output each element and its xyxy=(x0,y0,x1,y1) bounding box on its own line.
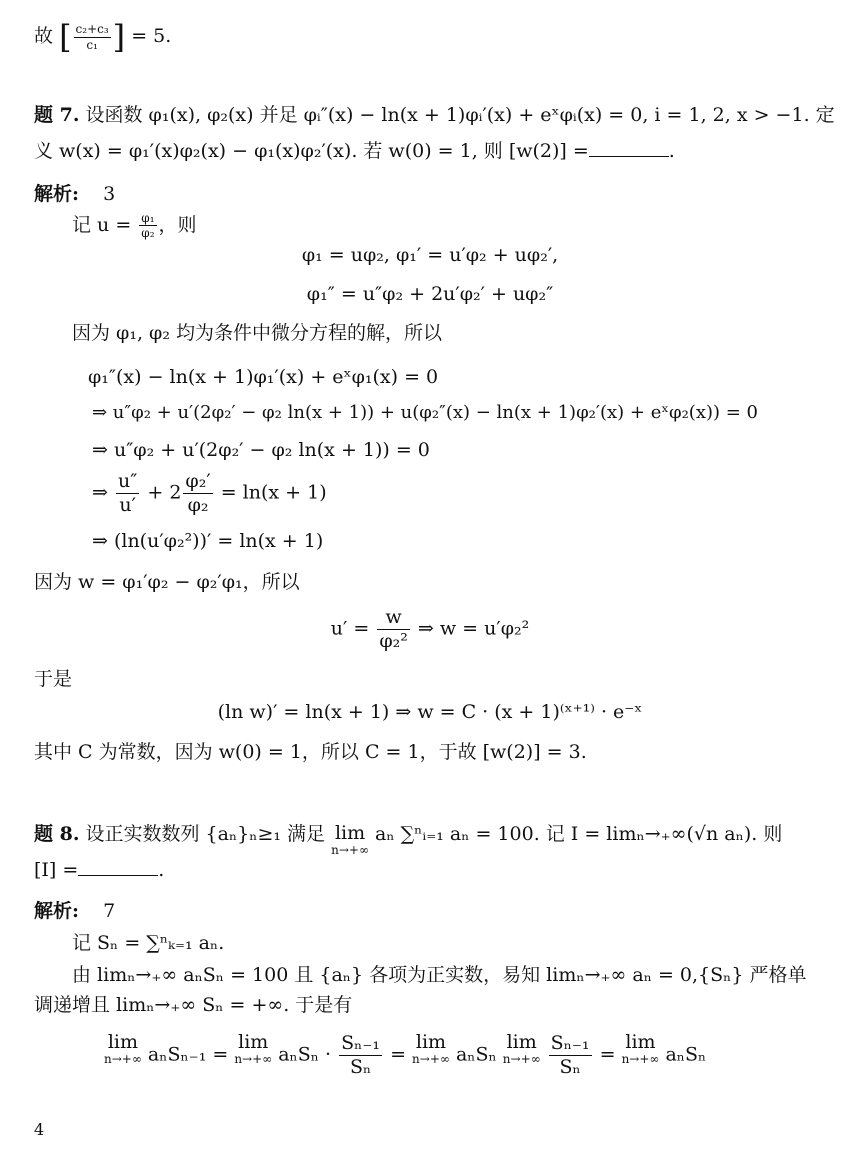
q8-label: 题 8. xyxy=(34,823,80,845)
eq-equals-1: = xyxy=(390,1043,406,1066)
lim-5-word: lim xyxy=(625,1031,656,1053)
derivation-line-2: ⇒ u″φ₂ + u′(2φ₂′ − φ₂ ln(x + 1)) + u(φ₂″(x) − ln(x + 1)φ₂′(x) + eˣφ₂(x)) = 0 xyxy=(92,402,758,423)
sol7-eq2: φ₁″ = u″φ₂ + 2u′φ₂′ + uφ₂″ xyxy=(306,283,554,305)
sol7-conclusion: 其中 C 为常数，因为 w(0) = 1，所以 C = 1，于故 [w(2)] = 3. xyxy=(34,741,587,763)
eq-term-3: aₙSₙ xyxy=(455,1043,497,1066)
lim-4-sub: n→+∞ xyxy=(502,1051,541,1066)
lim-2-word: lim xyxy=(238,1031,269,1053)
q7-text2-end: . xyxy=(668,140,675,162)
eq-fraction-2 xyxy=(549,1032,592,1079)
d4-f1-num: u″ xyxy=(117,470,138,492)
lim-4-word: lim xyxy=(506,1031,537,1053)
q8-text2-end: . xyxy=(158,859,165,881)
let-pre: 记 u = xyxy=(72,213,132,236)
page-number: 4 xyxy=(34,1120,45,1139)
e3-den: φ₂² xyxy=(379,629,408,652)
eq-fraction-1 xyxy=(339,1032,382,1079)
lim-3-sub: n→+∞ xyxy=(412,1051,450,1066)
derivation-line-1: φ₁″(x) − ln(x + 1)φ₁′(x) + eˣφ₁(x) = 0 xyxy=(88,366,439,388)
d4-arrow: ⇒ xyxy=(92,481,108,504)
lim-2 xyxy=(234,1032,272,1066)
sol7-eq1: φ₁ = uφ₂, φ₁′ = u′φ₂ + uφ₂′, xyxy=(301,244,559,266)
eq-term-2: aₙSₙ · xyxy=(278,1043,332,1066)
top-frac-den: c₁ xyxy=(86,37,98,52)
q8-limit xyxy=(331,823,369,857)
sol8-p2: 调递增且 limₙ→₊∞ Sₙ = +∞. 于是有 xyxy=(34,994,353,1016)
q8-lim-word: lim xyxy=(334,822,366,844)
lim-4 xyxy=(503,1032,541,1066)
lim-1-word: lim xyxy=(107,1031,138,1053)
sol8-p1: 由 limₙ→₊∞ aₙSₙ = 100 且 {aₙ} 各项为正实数，易知 limₙ→₊∞ aₙ = 0,{Sₙ} 严格单 xyxy=(72,964,807,986)
answer-blank-2 xyxy=(78,861,158,876)
top-fraction xyxy=(74,22,111,52)
q8-line2 xyxy=(34,859,164,882)
eq-f2-num: Sₙ₋₁ xyxy=(550,1032,590,1054)
d4-f2-den: φ₂ xyxy=(187,493,209,516)
q7-line1 xyxy=(34,104,835,127)
eq-term-5: aₙSₙ xyxy=(665,1043,707,1066)
sol7-because2: 因为 w = φ₁′φ₂ − φ₂′φ₁，所以 xyxy=(34,571,300,593)
let-den: φ₂ xyxy=(141,226,155,241)
q8-text1-post: aₙ ∑ⁿᵢ₌₁ aₙ = 100. 记 I = limₙ→₊∞(√n aₙ). 则 xyxy=(375,823,783,845)
q8-text1-pre: 设正实数数列 {aₙ}ₙ≥₁ 满足 xyxy=(85,823,326,845)
e3-post: ⇒ w = u′φ₂² xyxy=(417,617,530,640)
lim-2-sub: n→+∞ xyxy=(234,1051,273,1066)
d4-f1-den: u′ xyxy=(119,493,136,516)
d4-mid: + 2 xyxy=(147,481,182,504)
let-fraction xyxy=(139,211,156,241)
top-prefix: 故 xyxy=(34,25,54,48)
d4-f2-num: φ₂′ xyxy=(185,470,211,492)
eq-f2-den: Sₙ xyxy=(559,1055,581,1078)
sol7-label: 解析: xyxy=(34,183,80,205)
sol7-thus: 于是 xyxy=(34,668,73,690)
floor-bracket-left: [ xyxy=(59,18,72,56)
lim-3 xyxy=(412,1032,450,1066)
derivation-line-4 xyxy=(92,470,327,517)
lim-1 xyxy=(104,1032,142,1066)
sol7-answer: 3 xyxy=(103,183,116,205)
eq-term-1: aₙSₙ₋₁ = xyxy=(147,1043,229,1066)
sol8-answer: 7 xyxy=(103,900,116,922)
top-line xyxy=(34,18,171,56)
d4-fraction-1 xyxy=(116,470,139,517)
lim-1-sub: n→+∞ xyxy=(104,1051,142,1066)
derivation-line-3: ⇒ u″φ₂ + u′(2φ₂′ − φ₂ ln(x + 1)) = 0 xyxy=(92,439,430,461)
sol7-let xyxy=(72,211,197,241)
floor-bracket-right: ] xyxy=(112,18,126,56)
let-num: φ₁ xyxy=(141,211,155,225)
sol8-final-eq xyxy=(104,1032,706,1079)
sol8-let: 记 Sₙ = ∑ⁿₖ₌₁ aₙ. xyxy=(72,932,225,954)
e3-fraction xyxy=(377,606,410,653)
eq-equals-2: = xyxy=(599,1043,616,1066)
q8-text2: [I] = xyxy=(34,859,79,881)
d4-fraction-2 xyxy=(183,470,212,517)
top-tail: = 5. xyxy=(131,25,172,48)
q7-text2: 义 w(x) = φ₁′(x)φ₂(x) − φ₁(x)φ₂′(x). 若 w(0) = 1, 则 [w(2)] = xyxy=(34,140,589,162)
sol7-eq3 xyxy=(0,606,860,653)
q7-line2 xyxy=(34,140,675,163)
lim-5 xyxy=(622,1032,660,1066)
sol7-eq4: (ln w)′ = ln(x + 1) ⇒ w = C · (x + 1)⁽ˣ⁺¹⁾ · e⁻ˣ xyxy=(217,701,643,723)
lim-3-word: lim xyxy=(415,1031,447,1053)
q7-text1: 设函数 φ₁(x), φ₂(x) 并足 φᵢ″(x) − ln(x + 1)φᵢ′(x) + eˣφᵢ(x) = 0, i = 1, 2, x > −1. 定 xyxy=(85,104,835,126)
d4-post: = ln(x + 1) xyxy=(220,481,327,504)
eq-f1-den: Sₙ xyxy=(349,1055,372,1078)
e3-num: w xyxy=(377,606,410,630)
answer-blank xyxy=(589,142,669,157)
q8-lim-sub: n→+∞ xyxy=(331,842,369,857)
let-post: ，则 xyxy=(158,213,197,236)
eq-f1-num: Sₙ₋₁ xyxy=(341,1032,381,1054)
sol8-label: 解析: xyxy=(34,900,80,922)
sol7-because1: 因为 φ₁, φ₂ 均为条件中微分方程的解，所以 xyxy=(72,322,442,344)
sol7-header xyxy=(34,183,115,206)
q8-line1 xyxy=(34,823,782,857)
e3-pre: u′ = xyxy=(330,617,370,640)
top-frac-num: c₂+c₃ xyxy=(75,22,109,37)
derivation-line-5: ⇒ (ln(u′φ₂²))′ = ln(x + 1) xyxy=(92,530,324,552)
q7-label: 题 7. xyxy=(34,104,80,126)
lim-5-sub: n→+∞ xyxy=(621,1051,660,1066)
sol8-header xyxy=(34,900,115,923)
